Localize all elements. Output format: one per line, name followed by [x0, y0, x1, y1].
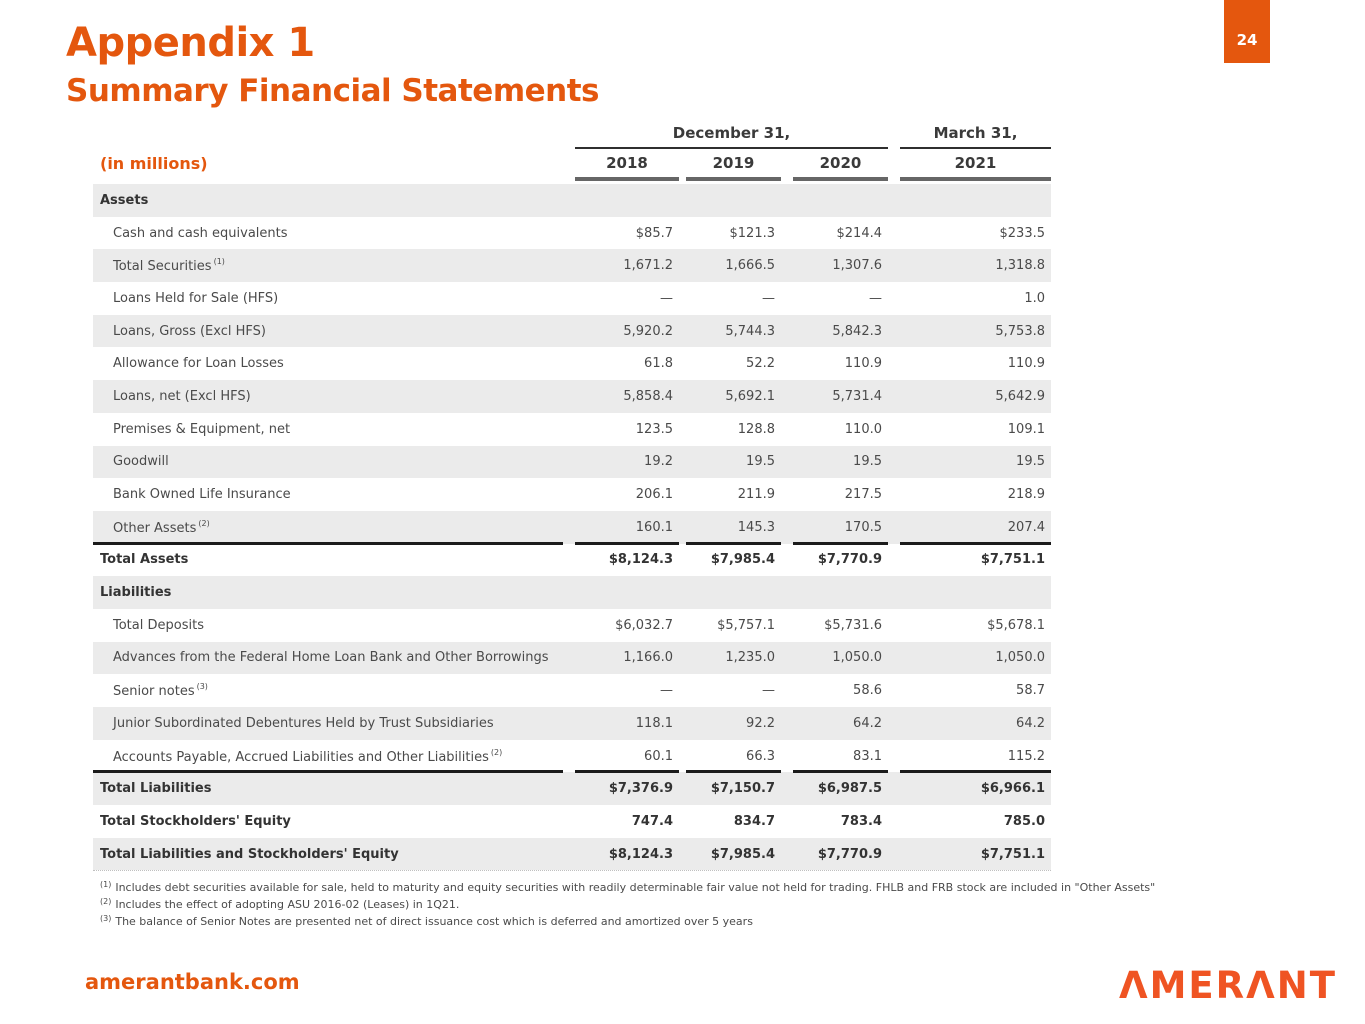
cell-2019: $7,150.7 [710, 781, 775, 797]
cell-2021: 110.9 [1007, 356, 1045, 372]
cell-2018: 206.1 [635, 487, 673, 503]
cell-2018: 1,671.2 [623, 258, 673, 274]
cell-2018: $85.7 [635, 225, 673, 241]
row-label: Loans, Gross (Excl HFS) [113, 323, 266, 339]
column-header-2018: 2018 [575, 153, 679, 181]
cell-2018: 123.5 [635, 421, 673, 437]
cell-2020: 5,842.3 [832, 323, 882, 339]
table-row [93, 347, 1051, 380]
cell-2019: $121.3 [729, 225, 775, 241]
footnote-marker: (2) [198, 518, 210, 528]
table-row [93, 609, 1051, 642]
cell-2019: 92.2 [746, 715, 775, 731]
row-label: Liabilities [100, 585, 172, 601]
cell-2019: 5,692.1 [725, 388, 775, 404]
row-label: Advances from the Federal Home Loan Bank and Other Borrowings [113, 650, 549, 666]
table-row [93, 740, 1051, 773]
cell-2020: 783.4 [840, 813, 882, 829]
row-label: Loans, net (Excl HFS) [113, 388, 251, 404]
amerant-logo: ΛMERΛNT [1118, 964, 1337, 1007]
table-row [93, 511, 1051, 544]
cell-2020: 1,307.6 [832, 258, 882, 274]
row-label: Senior notes $^{(3)}$ [113, 682, 208, 700]
cell-2018: 160.1 [635, 519, 673, 535]
total-divider-line [93, 770, 1051, 773]
footnote-2 [100, 895, 1155, 912]
table-row [93, 446, 1051, 479]
cell-2020: — [869, 290, 882, 306]
row-label: Goodwill [113, 454, 169, 470]
table-row [93, 707, 1051, 740]
row-label: Total Liabilities and Stockholders' Equity [100, 846, 399, 862]
cell-2021: 1.0 [1024, 290, 1045, 306]
cell-2018: 1,166.0 [623, 650, 673, 666]
table-row [93, 544, 1051, 577]
cell-2020: $6,987.5 [817, 781, 882, 797]
cell-2021: 115.2 [1007, 748, 1045, 764]
cell-2020: 83.1 [853, 748, 882, 764]
cell-2020: 170.5 [844, 519, 882, 535]
table-row [93, 217, 1051, 250]
cell-2021: $6,966.1 [980, 781, 1045, 797]
cell-2018: — [660, 290, 673, 306]
total-divider-line [93, 542, 1051, 545]
row-label: Total Deposits [113, 617, 204, 633]
row-label: Accounts Payable, Accrued Liabilities and Other Liabilities $^{(2)}$ [113, 747, 503, 765]
cell-2018: $8,124.3 [608, 846, 673, 862]
table-row [93, 838, 1051, 871]
cell-2021: 1,050.0 [995, 650, 1045, 666]
cell-2020: 110.9 [844, 356, 882, 372]
row-label: Total Stockholders' Equity [100, 813, 291, 829]
section-row [93, 576, 1051, 609]
cell-2021: 19.5 [1016, 454, 1045, 470]
cell-2020: 19.5 [853, 454, 882, 470]
table-row [93, 282, 1051, 315]
cell-2019: 1,666.5 [725, 258, 775, 274]
cell-2018: 5,858.4 [623, 388, 673, 404]
cell-2019: 19.5 [746, 454, 775, 470]
cell-2018: 19.2 [644, 454, 673, 470]
cell-2020: $5,731.6 [824, 617, 882, 633]
cell-2019: $7,985.4 [710, 846, 775, 862]
table-header-years [93, 153, 1051, 181]
row-label: Other Assets $^{(2)}$ [113, 518, 210, 536]
cell-2020: 5,731.4 [832, 388, 882, 404]
cell-2018: $7,376.9 [608, 781, 673, 797]
cell-2020: 110.0 [844, 421, 882, 437]
table-row [93, 478, 1051, 511]
cell-2019: 211.9 [737, 487, 775, 503]
cell-2021: 64.2 [1016, 715, 1045, 731]
cell-2020: 217.5 [844, 487, 882, 503]
cell-2020: 64.2 [853, 715, 882, 731]
cell-2019: 52.2 [746, 356, 775, 372]
footnote-marker: (2) [100, 897, 112, 906]
cell-2018: 118.1 [635, 715, 673, 731]
cell-2020: $214.4 [836, 225, 882, 241]
table-header-groups [93, 124, 1051, 149]
row-label: Allowance for Loan Losses [113, 356, 284, 372]
cell-2018: $6,032.7 [615, 617, 673, 633]
cell-2018: 5,920.2 [623, 323, 673, 339]
row-label: Cash and cash equivalents [113, 225, 288, 241]
row-label: Total Assets [100, 552, 189, 568]
page-title: Appendix 1 [66, 20, 315, 66]
column-header-2019: 2019 [686, 153, 781, 181]
footnote-text: Includes the effect of adopting ASU 2016-02 (Leases) in 1Q21. [115, 898, 460, 911]
cell-2018: 61.8 [644, 356, 673, 372]
table-row [93, 380, 1051, 413]
table-body [93, 184, 1051, 871]
cell-2021: $7,751.1 [980, 846, 1045, 862]
cell-2019: $5,757.1 [717, 617, 775, 633]
cell-2021: $233.5 [999, 225, 1045, 241]
table-row [93, 249, 1051, 282]
table-row [93, 413, 1051, 446]
footnotes [100, 878, 1155, 929]
cell-2019: 834.7 [733, 813, 775, 829]
column-header-2021: 2021 [900, 153, 1051, 181]
footnote-text: The balance of Senior Notes are presented net of direct issuance cost which is deferred and amortized over 5 years [115, 915, 753, 928]
footnote-3 [100, 912, 1155, 929]
row-label: Loans Held for Sale (HFS) [113, 290, 279, 306]
cell-2020: 58.6 [853, 683, 882, 699]
row-label: Junior Subordinated Debentures Held by Trust Subsidiaries [113, 715, 494, 731]
cell-2018: — [660, 683, 673, 699]
cell-2019: — [762, 290, 775, 306]
cell-2018: $8,124.3 [608, 552, 673, 568]
row-label: Bank Owned Life Insurance [113, 487, 291, 503]
page-number: 24 [1236, 30, 1258, 49]
section-row [93, 184, 1051, 217]
cell-2019: 5,744.3 [725, 323, 775, 339]
column-group-label: December 31, [672, 124, 791, 142]
cell-2019: — [762, 683, 775, 699]
cell-2019: 145.3 [737, 519, 775, 535]
website-link[interactable]: amerantbank.com [85, 970, 300, 994]
cell-2021: 58.7 [1016, 683, 1045, 699]
column-header-2020: 2020 [793, 153, 888, 181]
table-row [93, 772, 1051, 805]
cell-2021: $7,751.1 [980, 552, 1045, 568]
page-number-badge [1224, 0, 1270, 63]
footnote-marker: (1) [213, 257, 225, 267]
cell-2019: $7,985.4 [710, 552, 775, 568]
footnote-marker: (1) [100, 880, 112, 889]
row-label: Total Securities $^{(1)}$ [113, 257, 225, 275]
column-group-label: March 31, [933, 124, 1018, 142]
footnote-marker: (3) [100, 914, 112, 923]
units-label: (in millions) [100, 154, 208, 173]
cell-2019: 128.8 [737, 421, 775, 437]
row-label: Total Liabilities [100, 781, 212, 797]
footnote-marker: (3) [196, 682, 208, 692]
column-group-march [900, 124, 1051, 149]
cell-2021: 207.4 [1007, 519, 1045, 535]
footnote-marker: (2) [490, 747, 503, 757]
cell-2021: 5,642.9 [995, 388, 1045, 404]
footnote-text: Includes debt securities available for sale, held to maturity and equity securities with readily determinable fair value not held for trading. FHLB and FRB stock are included in "Other Assets" [115, 881, 1156, 894]
cell-2020: $7,770.9 [817, 552, 882, 568]
financial-table [93, 124, 1051, 871]
cell-2018: 747.4 [631, 813, 673, 829]
cell-2021: 218.9 [1007, 487, 1045, 503]
cell-2019: 1,235.0 [725, 650, 775, 666]
cell-2019: 66.3 [746, 748, 775, 764]
cell-2020: $7,770.9 [817, 846, 882, 862]
cell-2020: 1,050.0 [832, 650, 882, 666]
cell-2021: 109.1 [1007, 421, 1045, 437]
row-label: Assets [100, 192, 149, 208]
page-subtitle: Summary Financial Statements [66, 73, 599, 109]
column-group-december [575, 124, 888, 149]
table-row [93, 642, 1051, 675]
cell-2021: $5,678.1 [987, 617, 1045, 633]
cell-2021: 5,753.8 [995, 323, 1045, 339]
cell-2021: 1,318.8 [995, 258, 1045, 274]
table-row [93, 315, 1051, 348]
row-label: Premises & Equipment, net [113, 421, 291, 437]
footnote-1 [100, 878, 1155, 895]
table-row [93, 674, 1051, 707]
cell-2021: 785.0 [1003, 813, 1045, 829]
cell-2018: 60.1 [644, 748, 673, 764]
table-row [93, 805, 1051, 838]
